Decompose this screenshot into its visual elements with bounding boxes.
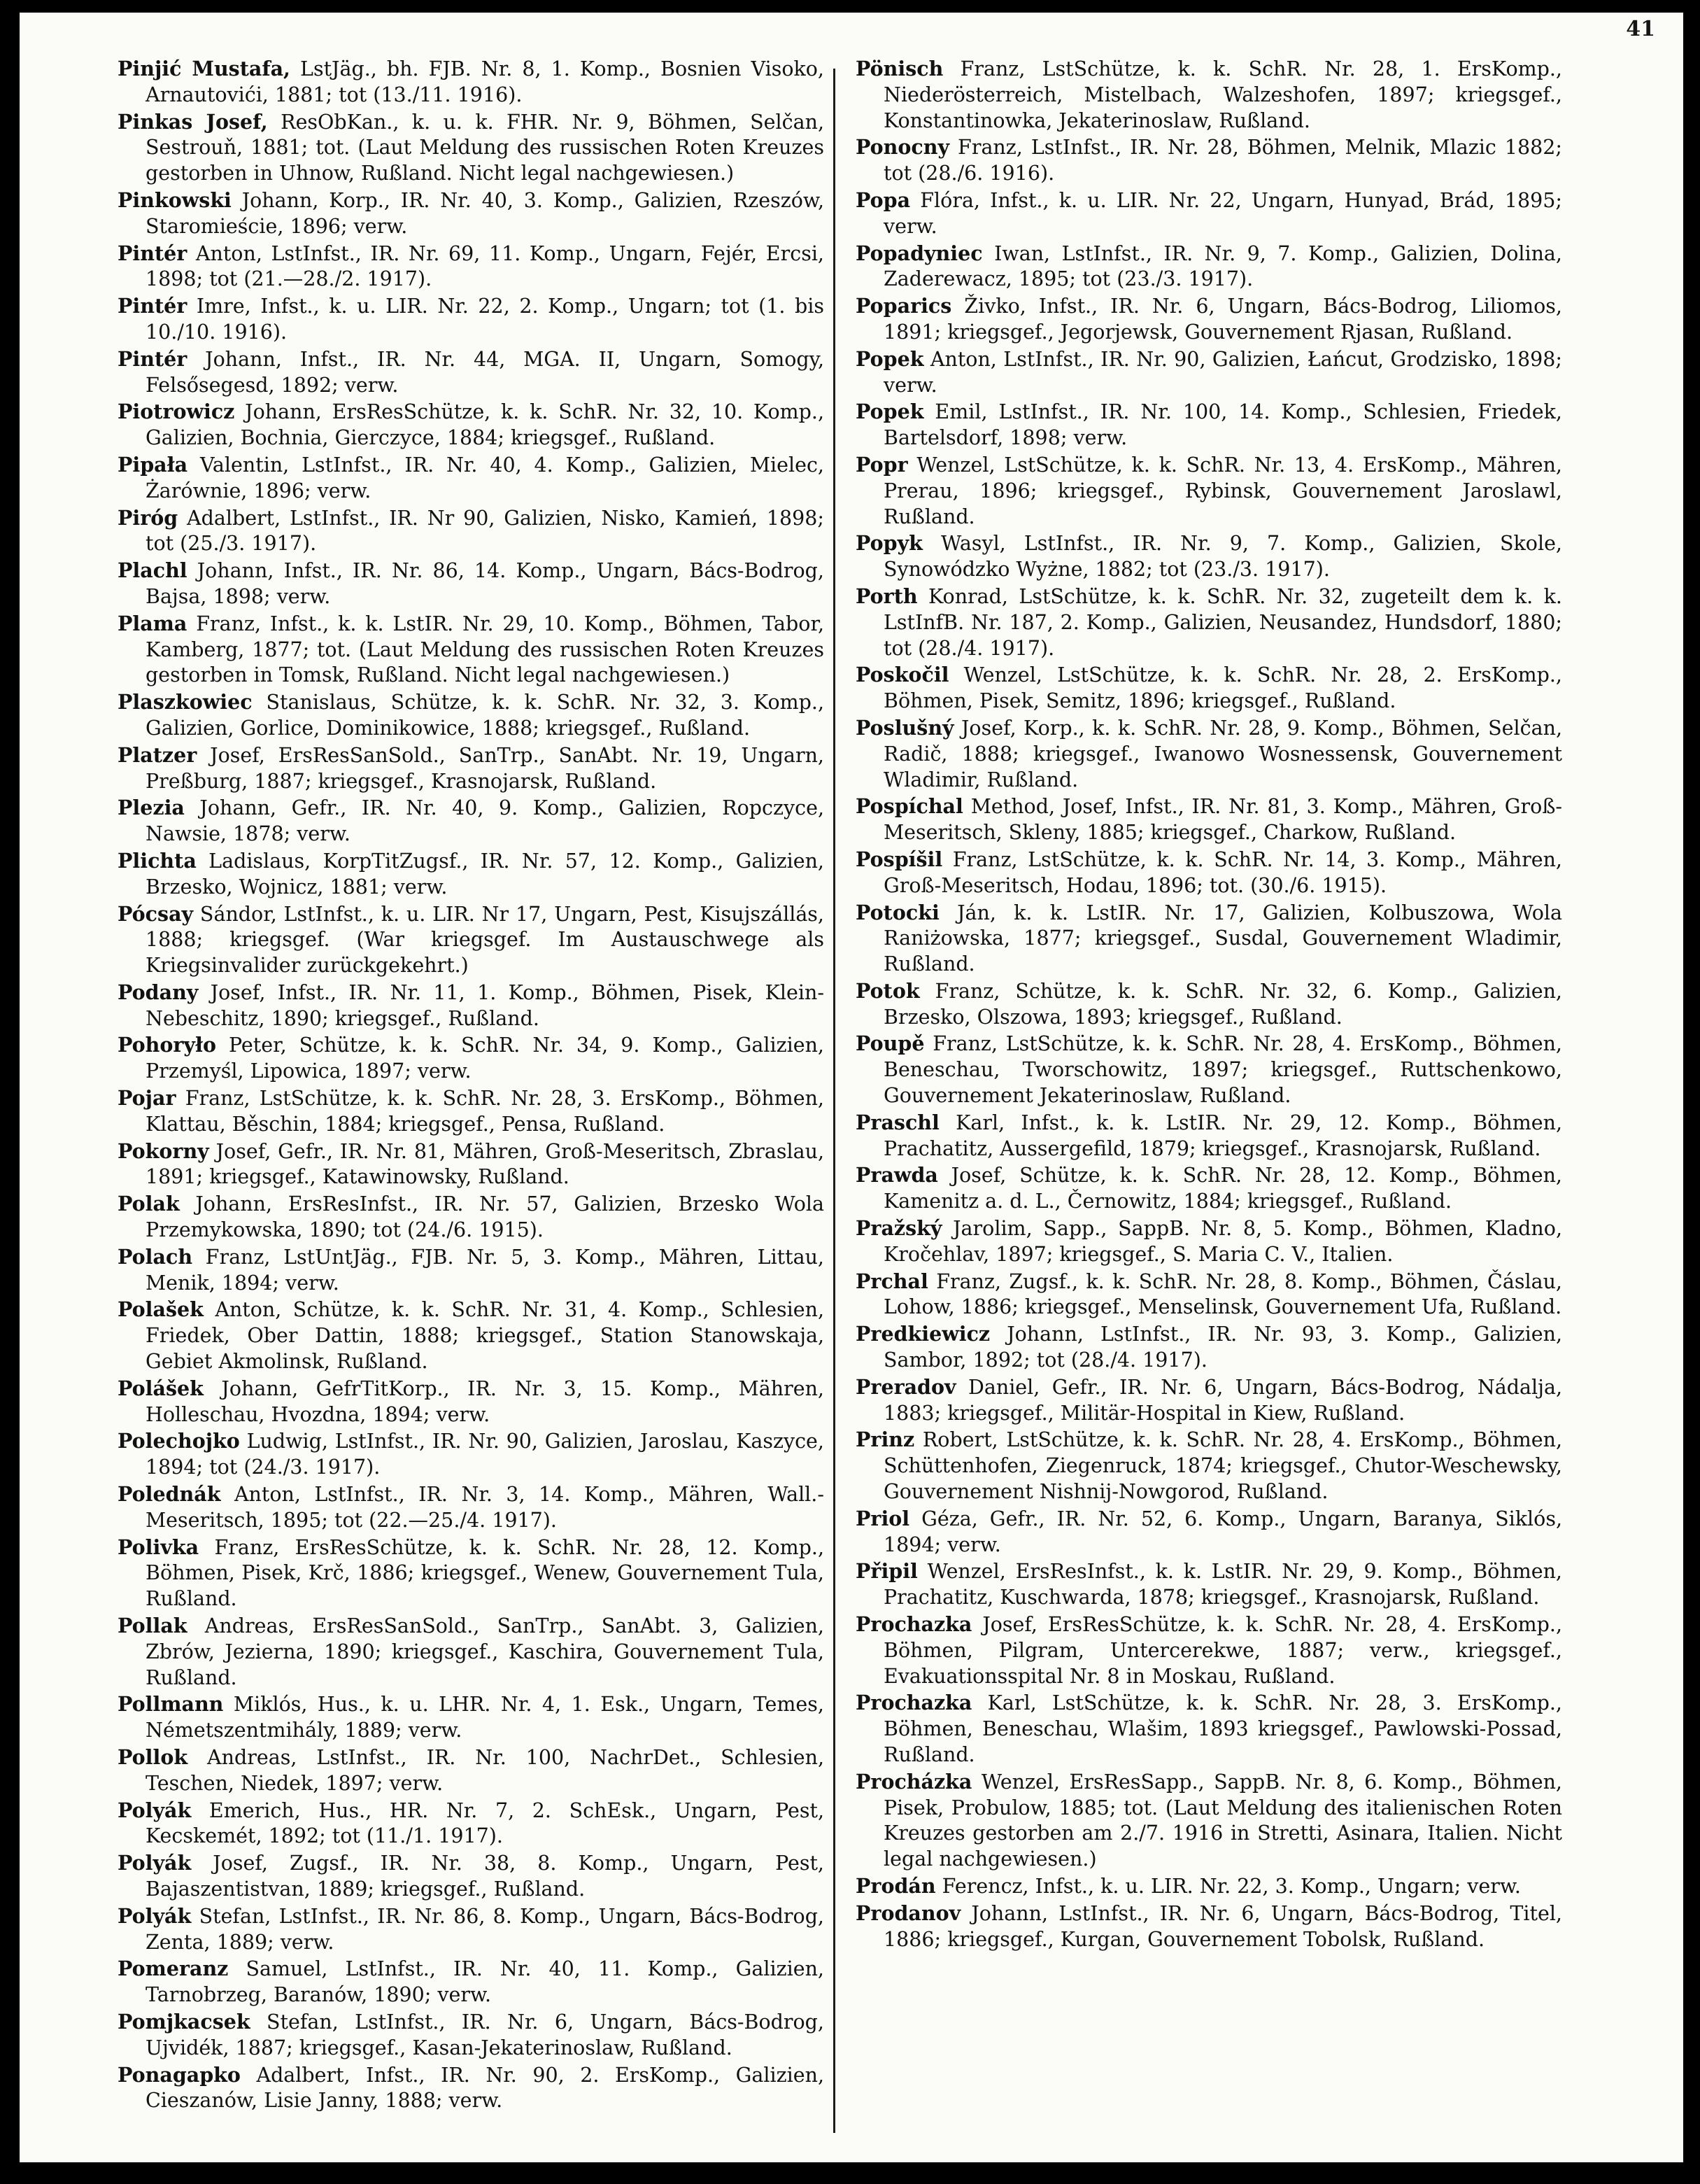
document-page	[20, 13, 1683, 2162]
entry-details: Johann, Gefr., IR. Nr. 40, 9. Komp., Galizien, Ropczyce, Nawsie, 1878; verw.	[146, 796, 825, 846]
list-entry	[118, 1613, 824, 1691]
entry-details: Iwan, LstInfst., IR. Nr. 9, 7. Komp., Galizien, Dolina, Zaderewacz, 1895; tot (23./3. 1917).	[884, 241, 1562, 291]
entry-details: Franz, ErsResSchütze, k. k. SchR. Nr. 28, 12. Komp., Böhmen, Pisek, Krč, 1886; kriegsgef., Wenew, Gouvernement Tula, Rußland.	[146, 1535, 825, 1611]
entry-details: Adalbert, LstInfst., IR. Nr 90, Galizien, Nisko, Kamień, 1898; tot (25./3. 1917).	[146, 506, 824, 556]
entry-details: Peter, Schütze, k. k. SchR. Nr. 34, 9. Komp., Galizien, Przemyśl, Lipowica, 1897; verw.	[146, 1034, 824, 1083]
list-entry	[856, 134, 1562, 187]
entry-details: Josef, Schütze, k. k. SchR. Nr. 28, 12. Komp., Böhmen, Kamenitz a. d. L., Černowitz, 1884; kriegsgef., Rußland.	[884, 1164, 1562, 1213]
entry-surname: Pospíšil	[856, 847, 943, 871]
entry-surname: Predkiewicz	[856, 1322, 991, 1346]
list-entry	[856, 56, 1562, 134]
list-entry	[118, 1085, 824, 1138]
column-divider	[833, 69, 835, 2133]
list-entry	[856, 293, 1562, 346]
list-entry	[118, 241, 824, 293]
entry-details: Johann, GefrTitKorp., IR. Nr. 3, 15. Komp., Mähren, Holleschau, Hvozdna, 1894; verw.	[146, 1376, 824, 1426]
entry-surname: Polyák	[118, 1903, 192, 1928]
right-column	[856, 56, 1562, 1953]
list-entry	[118, 1850, 824, 1903]
entry-surname: Poparics	[856, 294, 952, 318]
entry-surname: Polivka	[118, 1535, 199, 1559]
entry-details: Flóra, Infst., k. u. LIR. Nr. 22, Ungarn, Hunyad, Brád, 1895; verw.	[884, 188, 1562, 238]
entry-details: Anton, Schütze, k. k. SchR. Nr. 31, 4. Komp., Schlesien, Friedek, Ober Dattin, 1888; kriegsgef., Station Stanowskaja, Gebiet Akmolinsk, Rußland.	[146, 1298, 825, 1374]
entry-details: Ludwig, LstInfst., IR. Nr. 90, Galizien, Jaroslau, Kaszyce, 1894; tot (24./3. 1917).	[146, 1430, 824, 1479]
entry-surname: Poskočil	[856, 663, 949, 687]
list-entry	[856, 1110, 1562, 1162]
entry-details: Wasyl, LstInfst., IR. Nr. 9, 7. Komp., Galizien, Skole, Synowódzko Wyżne, 1882; tot (23./3. 1917).	[884, 532, 1562, 582]
entry-details: Franz, LstInfst., IR. Nr. 28, Böhmen, Melnik, Mlazic 1882; tot (28./6. 1916).	[884, 136, 1562, 185]
list-entry	[118, 1191, 824, 1244]
entry-details: Živko, Infst., IR. Nr. 6, Ungarn, Bács-Bodrog, Liliomos, 1891; kriegsgef., Jegorjewsk, Gouvernement Rjasan, Rußland.	[884, 295, 1562, 344]
entry-details: Josef, Zugsf., IR. Nr. 38, 8. Komp., Ungarn, Pest, Bajaszentistvan, 1889; kriegsgef., Rußland.	[146, 1852, 824, 1901]
entry-surname: Pinjić Mustafa,	[118, 57, 290, 80]
left-column	[118, 56, 824, 2115]
page-number: 41	[1626, 17, 1655, 41]
entry-details: Johann, Infst., IR. Nr. 86, 14. Komp., Ungarn, Bács-Bodrog, Bajsa, 1898; verw.	[146, 559, 824, 608]
entry-surname: Preradov	[856, 1374, 956, 1399]
list-entry	[118, 1428, 824, 1481]
list-entry	[118, 505, 824, 558]
entry-details: Franz, LstSchütze, k. k. SchR. Nr. 28, 3. ErsKomp., Böhmen, Klattau, Běschin, 1884; kriegsgef., Pensa, Rußland.	[146, 1087, 824, 1136]
list-entry	[856, 1506, 1562, 1558]
list-entry	[856, 1769, 1562, 1873]
entry-details: Robert, LstSchütze, k. k. SchR. Nr. 28, 4. ErsKomp., Böhmen, Schüttenhofen, Ziegenruck, 1874; kriegsgef., Chutor-Weschewsky, Gouvernement Nishnij-Nowgorod, Rußland.	[884, 1428, 1563, 1504]
list-entry	[118, 1376, 824, 1428]
entry-details: Emil, LstInfst., IR. Nr. 100, 14. Komp., Schlesien, Friedek, Bartelsdorf, 1898; verw.	[884, 400, 1562, 450]
entry-details: Jarolim, Sapp., SappB. Nr. 8, 5. Komp., Böhmen, Kladno, Kročehlav, 1897; kriegsgef., S. Maria C. V., Italien.	[884, 1217, 1562, 1266]
entry-details: Miklós, Hus., k. u. LHR. Nr. 4, 1. Esk., Ungarn, Temes, Németszentmihály, 1889; verw.	[146, 1693, 824, 1742]
entry-surname: Pintér	[118, 294, 187, 318]
list-entry	[118, 1903, 824, 1956]
entry-surname: Pipała	[118, 452, 188, 477]
list-entry	[118, 1535, 824, 1612]
entry-surname: Polyák	[118, 1798, 192, 1822]
list-entry	[856, 188, 1562, 240]
entry-surname: Pollak	[118, 1614, 187, 1638]
entry-details: Karl, LstSchütze, k. k. SchR. Nr. 28, 3. ErsKomp., Böhmen, Beneschau, Wlašim, 1893 kriegsgef., Pawlowski-Possad, Rußland.	[884, 1691, 1562, 1766]
list-entry	[118, 689, 824, 742]
entry-surname: Popek	[856, 346, 924, 371]
entry-surname: Prawda	[856, 1163, 938, 1188]
entry-surname: Pokorny	[118, 1139, 209, 1163]
entry-surname: Plama	[118, 611, 187, 635]
entry-details: Samuel, LstInfst., IR. Nr. 40, 11. Komp., Galizien, Tarnobrzeg, Baranów, 1890; verw.	[146, 1957, 824, 2007]
list-entry	[118, 2062, 824, 2115]
list-entry	[118, 56, 824, 108]
entry-details: Josef, ErsResSanSold., SanTrp., SanAbt. Nr. 19, Ungarn, Preßburg, 1887; kriegsgef., Krasnojarsk, Rußland.	[146, 743, 824, 793]
entry-surname: Platzer	[118, 742, 197, 767]
entry-details: Wenzel, ErsResInfst., k. k. LstIR. Nr. 29, 9. Komp., Böhmen, Prachatitz, Kuschwarda, 1878; kriegsgef., Krasnojarsk, Rußland.	[884, 1560, 1562, 1609]
entry-surname: Polechojko	[118, 1429, 240, 1453]
entry-details: Johann, LstInfst., IR. Nr. 6, Ungarn, Bács-Bodrog, Titel, 1886; kriegsgef., Kurgan, Gouvernement Tobolsk, Rußland.	[884, 1901, 1562, 1951]
list-entry	[856, 1031, 1562, 1108]
entry-details: Wenzel, LstSchütze, k. k. SchR. Nr. 13, 4. ErsKomp., Mähren, Prerau, 1896; kriegsgef., Rybinsk, Gouvernement Jaroslawl, Rußland.	[884, 453, 1562, 528]
entry-surname: Popadyniec	[856, 241, 983, 265]
entry-details: Konrad, LstSchütze, k. k. SchR. Nr. 32, zugeteilt dem k. k. LstInfB. Nr. 187, 2. Komp., Galizien, Neusandez, Hundsdorf, 1880; tot (28./4. 1917).	[884, 584, 1562, 660]
list-entry	[856, 584, 1562, 661]
list-entry	[118, 742, 824, 795]
entry-details: Adalbert, Infst., IR. Nr. 90, 2. ErsKomp., Galizien, Cieszanów, Lisie Janny, 1888; verw.	[146, 2063, 824, 2113]
list-entry	[118, 109, 824, 187]
entry-surname: Polednák	[118, 1482, 221, 1507]
entry-surname: Potok	[856, 978, 920, 1003]
entry-surname: Procházka	[856, 1769, 972, 1794]
list-entry	[118, 558, 824, 610]
entry-surname: Plachl	[118, 558, 187, 583]
entry-details: Daniel, Gefr., IR. Nr. 6, Ungarn, Bács-Bodrog, Nádalja, 1883; kriegsgef., Militär-Hospital in Kiew, Rußland.	[884, 1375, 1562, 1425]
entry-surname: Pócsay	[118, 901, 194, 926]
entry-surname: Potocki	[856, 900, 940, 924]
entry-surname: Ponocny	[856, 135, 950, 160]
list-entry	[118, 795, 824, 847]
entry-details: Ferencz, Infst., k. u. LIR. Nr. 22, 3. Komp., Ungarn; verw.	[942, 1874, 1521, 1898]
list-entry	[118, 980, 824, 1032]
entry-details: Josef, ErsResSchütze, k. k. SchR. Nr. 28, 4. ErsKomp., Böhmen, Pilgram, Untercerekwe, 1887; verw., kriegsgef., Evakuationsspital Nr. 8 in Moskau, Rußland.	[884, 1613, 1563, 1688]
list-entry	[118, 399, 824, 451]
entry-surname: Prchal	[856, 1269, 928, 1293]
list-entry	[118, 188, 824, 240]
entry-details: Stanislaus, Schütze, k. k. SchR. Nr. 32, 3. Komp., Galizien, Gorlice, Dominikowice, 1888; kriegsgef., Rußland.	[146, 691, 824, 740]
entry-surname: Polach	[118, 1244, 193, 1269]
entry-surname: Polyák	[118, 1851, 192, 1875]
entry-surname: Polášek	[118, 1376, 204, 1400]
entry-surname: Plaszkowiec	[118, 690, 253, 714]
list-entry	[856, 1612, 1562, 1689]
entry-surname: Pinkowski	[118, 188, 232, 212]
entry-details: Method, Josef, Infst., IR. Nr. 81, 3. Komp., Mähren, Groß-Meseritsch, Skleny, 1885; kriegsgef., Charkow, Rußland.	[884, 795, 1563, 845]
entry-surname: Pönisch	[856, 57, 944, 80]
list-entry	[118, 1139, 824, 1191]
list-entry	[856, 1162, 1562, 1215]
list-entry	[118, 346, 824, 399]
list-entry	[856, 1216, 1562, 1268]
entry-details: Andreas, ErsResSanSold., SanTrp., SanAbt. 3, Galizien, Zbrów, Jezierna, 1890; kriegsgef., Kaschira, Gouvernement Tula, Rußland.	[146, 1614, 824, 1689]
entry-details: Emerich, Hus., HR. Nr. 7, 2. SchEsk., Ungarn, Pest, Kecskemét, 1892; tot (11./1. 1917).	[146, 1798, 825, 1848]
list-entry	[118, 848, 824, 901]
entry-details: Josef, Infst., IR. Nr. 11, 1. Komp., Böhmen, Pisek, Klein-Nebeschitz, 1890; kriegsgef., Rußland.	[146, 980, 824, 1030]
list-entry	[856, 1269, 1562, 1321]
list-entry	[118, 1798, 824, 1850]
entry-details: Wenzel, LstSchütze, k. k. SchR. Nr. 28, 2. ErsKomp., Böhmen, Pisek, Semitz, 1896; kriegsgef., Rußland.	[884, 663, 1562, 713]
entry-details: Franz, Schütze, k. k. SchR. Nr. 32, 6. Komp., Galizien, Brzesko, Olszowa, 1893; kriegsgef., Rußland.	[884, 979, 1562, 1029]
list-entry	[856, 662, 1562, 714]
list-entry	[118, 1032, 824, 1085]
entry-surname: Prochazka	[856, 1691, 972, 1715]
entry-details: Anton, LstInfst., IR. Nr. 90, Galizien, Łańcut, Grodzisko, 1898; verw.	[884, 347, 1562, 397]
entry-surname: Praschl	[856, 1110, 940, 1134]
list-entry	[118, 611, 824, 689]
list-entry	[856, 900, 1562, 978]
entry-surname: Pohoryło	[118, 1033, 216, 1057]
entry-surname: Pražský	[856, 1216, 942, 1241]
entry-surname: Polak	[118, 1192, 180, 1216]
entry-details: Johann, ErsResInfst., IR. Nr. 57, Galizien, Brzesko Wola Przemykowska, 1890; tot (24./6. 1915).	[146, 1192, 824, 1242]
entry-details: Stefan, LstInfst., IR. Nr. 6, Ungarn, Bács-Bodrog, Ujvidék, 1887; kriegsgef., Kasan-Jekaterinoslaw, Rußland.	[146, 2010, 824, 2059]
list-entry	[856, 241, 1562, 293]
entry-details: Géza, Gefr., IR. Nr. 52, 6. Komp., Ungarn, Baranya, Siklós, 1894; verw.	[884, 1507, 1562, 1556]
list-entry	[118, 1956, 824, 2008]
list-entry	[856, 346, 1562, 399]
entry-surname: Popek	[856, 400, 924, 424]
entry-details: Andreas, LstInfst., IR. Nr. 100, NachrDet., Schlesien, Teschen, Niedek, 1897; verw.	[146, 1746, 825, 1795]
entry-surname: Plichta	[118, 848, 197, 873]
entry-surname: Prodanov	[856, 1901, 961, 1925]
entry-details: Anton, LstInfst., IR. Nr. 69, 11. Komp., Ungarn, Fejér, Ercsi, 1898; tot (21.—28./2. 1917).	[146, 241, 824, 291]
list-entry	[118, 1745, 824, 1797]
list-entry	[118, 901, 824, 979]
entry-surname: Pospíchal	[856, 794, 963, 819]
entry-details: Johann, Infst., IR. Nr. 44, MGA. II, Ungarn, Somogy, Felsősegesd, 1892; verw.	[146, 347, 825, 397]
entry-details: Franz, LstSchütze, k. k. SchR. Nr. 28, 4. ErsKomp., Böhmen, Beneschau, Tworschowitz, 1897; kriegsgef., Ruttschenkowo, Gouvernement Jekaterinoslaw, Rußland.	[884, 1032, 1562, 1108]
entry-surname: Popa	[856, 188, 911, 212]
list-entry	[856, 399, 1562, 451]
entry-details: Johann, Korp., IR. Nr. 40, 3. Komp., Galizien, Rzeszów, Staromieście, 1896; verw.	[146, 188, 824, 238]
entry-details: Wenzel, ErsResSapp., SappB. Nr. 8, 6. Komp., Böhmen, Pisek, Probulow, 1885; tot. (Laut Meldung des italienischen Roten Kreuzes gestorben am 2./7. 1916 in Stretti, Asinara, Italien. Nicht legal nachgewiesen.)	[884, 1770, 1562, 1871]
entry-details: Johann, LstInfst., IR. Nr. 93, 3. Komp., Galizien, Sambor, 1892; tot (28./4. 1917).	[884, 1323, 1563, 1372]
entry-surname: Priol	[856, 1506, 910, 1530]
list-entry	[856, 847, 1562, 899]
list-entry	[856, 1558, 1562, 1611]
entry-surname: Poslušný	[856, 715, 954, 740]
list-entry	[856, 1690, 1562, 1768]
entry-details: Franz, Zugsf., k. k. SchR. Nr. 28, 8. Komp., Böhmen, Čáslau, Lohow, 1886; kriegsgef., Menselinsk, Gouvernement Ufa, Rußland.	[884, 1269, 1562, 1319]
entry-surname: Popyk	[856, 531, 923, 556]
entry-details: Franz, LstSchütze, k. k. SchR. Nr. 14, 3. Komp., Mähren, Groß-Meseritsch, Hodau, 1896; tot. (30./6. 1915).	[884, 847, 1562, 897]
list-entry	[856, 1321, 1562, 1374]
entry-details: Stefan, LstInfst., IR. Nr. 86, 8. Komp., Ungarn, Bács-Bodrog, Zenta, 1889; verw.	[146, 1904, 824, 1954]
entry-details: Valentin, LstInfst., IR. Nr. 40, 4. Komp., Galizien, Mielec, Żarównie, 1896; verw.	[146, 453, 824, 502]
list-entry	[856, 1374, 1562, 1427]
list-entry	[856, 1873, 1562, 1900]
list-entry	[118, 452, 824, 505]
entry-surname: Připil	[856, 1559, 918, 1584]
entry-surname: Pojar	[118, 1086, 176, 1111]
entry-details: Ladislaus, KorpTitZugsf., IR. Nr. 57, 12. Komp., Galizien, Brzesko, Wojnicz, 1881; verw.	[146, 849, 824, 899]
list-entry	[118, 1691, 824, 1744]
entry-details: Josef, Gefr., IR. Nr. 81, Mähren, Groß-Meseritsch, Zbraslau, 1891; kriegsgef., Katawinowsky, Rußland.	[146, 1139, 825, 1189]
list-entry	[856, 794, 1562, 846]
entry-surname: Prinz	[856, 1428, 915, 1452]
entry-details: Franz, Infst., k. k. LstIR. Nr. 29, 10. Komp., Böhmen, Tabor, Kamberg, 1877; tot. (Laut Meldung des russischen Roten Kreuzes gestorben in Tomsk, Rußland. Nicht legal nachgewiesen.)	[146, 612, 825, 687]
entry-details: Franz, LstSchütze, k. k. SchR. Nr. 28, 1. ErsKomp., Niederösterreich, Mistelbach, Walzeshofen, 1897; kriegsgef., Konstantinowka, Jekaterinoslaw, Rußland.	[884, 57, 1562, 132]
entry-details: Ján, k. k. LstIR. Nr. 17, Galizien, Kolbuszowa, Wola Raniżowska, 1877; kriegsgef., Susdal, Gouvernement Wladimir, Rußland.	[884, 901, 1562, 976]
list-entry	[118, 1244, 824, 1297]
list-entry	[118, 1481, 824, 1534]
list-entry	[856, 530, 1562, 583]
list-entry	[118, 293, 824, 346]
entry-surname: Pomeranz	[118, 1957, 229, 1981]
entry-surname: Polašek	[118, 1297, 204, 1322]
entry-details: Sándor, LstInfst., k. u. LIR. Nr 17, Ungarn, Pest, Kisujszállás, 1888; kriegsgef. (War kriegsgef. Im Austauschwege als Kriegsinvalider zurückgekehrt.)	[146, 902, 824, 978]
list-entry	[118, 1297, 824, 1374]
entry-surname: Pollok	[118, 1745, 188, 1769]
list-entry	[118, 2009, 824, 2062]
entry-details: Franz, LstUntJäg., FJB. Nr. 5, 3. Komp., Mähren, Littau, Menik, 1894; verw.	[146, 1245, 824, 1295]
entry-surname: Pinkas Josef,	[118, 109, 268, 134]
entry-surname: Piróg	[118, 505, 178, 530]
entry-details: Josef, Korp., k. k. SchR. Nr. 28, 9. Komp., Böhmen, Selčan, Radič, 1888; kriegsgef., Iwanowo Wosnessensk, Gouvernement Wladimir, Rußland.	[884, 716, 1563, 791]
list-entry	[856, 1427, 1562, 1505]
entry-surname: Prodán	[856, 1873, 936, 1898]
entry-surname: Poupě	[856, 1031, 925, 1056]
entry-surname: Pintér	[118, 241, 187, 265]
entry-details: LstJäg., bh. FJB. Nr. 8, 1. Komp., Bosnien Visoko, Arnautovići, 1881; tot (13./11. 1916).	[146, 57, 824, 106]
entry-surname: Porth	[856, 584, 918, 608]
entry-surname: Podany	[118, 980, 199, 1004]
entry-details: Johann, ErsResSchütze, k. k. SchR. Nr. 32, 10. Komp., Galizien, Bochnia, Gierczyce, 1884; kriegsgef., Rußland.	[146, 400, 825, 450]
list-entry	[856, 715, 1562, 793]
entry-surname: Pintér	[118, 346, 187, 371]
entry-surname: Popr	[856, 452, 908, 477]
entry-surname: Prochazka	[856, 1612, 972, 1637]
list-entry	[856, 1901, 1562, 1953]
entry-details: Karl, Infst., k. k. LstIR. Nr. 29, 12. Komp., Böhmen, Prachatitz, Aussergefild, 1879; kriegsgef., Krasnojarsk, Rußland.	[884, 1111, 1562, 1160]
entry-details: Imre, Infst., k. u. LIR. Nr. 22, 2. Komp., Ungarn; tot (1. bis 10./10. 1916).	[146, 295, 824, 344]
entry-surname: Piotrowicz	[118, 400, 235, 424]
list-entry	[856, 452, 1562, 530]
entry-details: Anton, LstInfst., IR. Nr. 3, 14. Komp., Mähren, Wall.-Meseritsch, 1895; tot (22.—25./4. 1917).	[146, 1483, 824, 1532]
entry-details: ResObKan., k. u. k. FHR. Nr. 9, Böhmen, Selčan, Sestrouň, 1881; tot. (Laut Meldung des russischen Roten Kreuzes gestorben in Uhnow, Rußland. Nicht legal nachgewiesen.)	[146, 110, 825, 185]
list-entry	[856, 978, 1562, 1031]
entry-surname: Pollmann	[118, 1692, 224, 1717]
entry-surname: Pomjkacsek	[118, 2009, 250, 2034]
entry-surname: Plezia	[118, 796, 185, 820]
entry-surname: Ponagapko	[118, 2062, 241, 2087]
